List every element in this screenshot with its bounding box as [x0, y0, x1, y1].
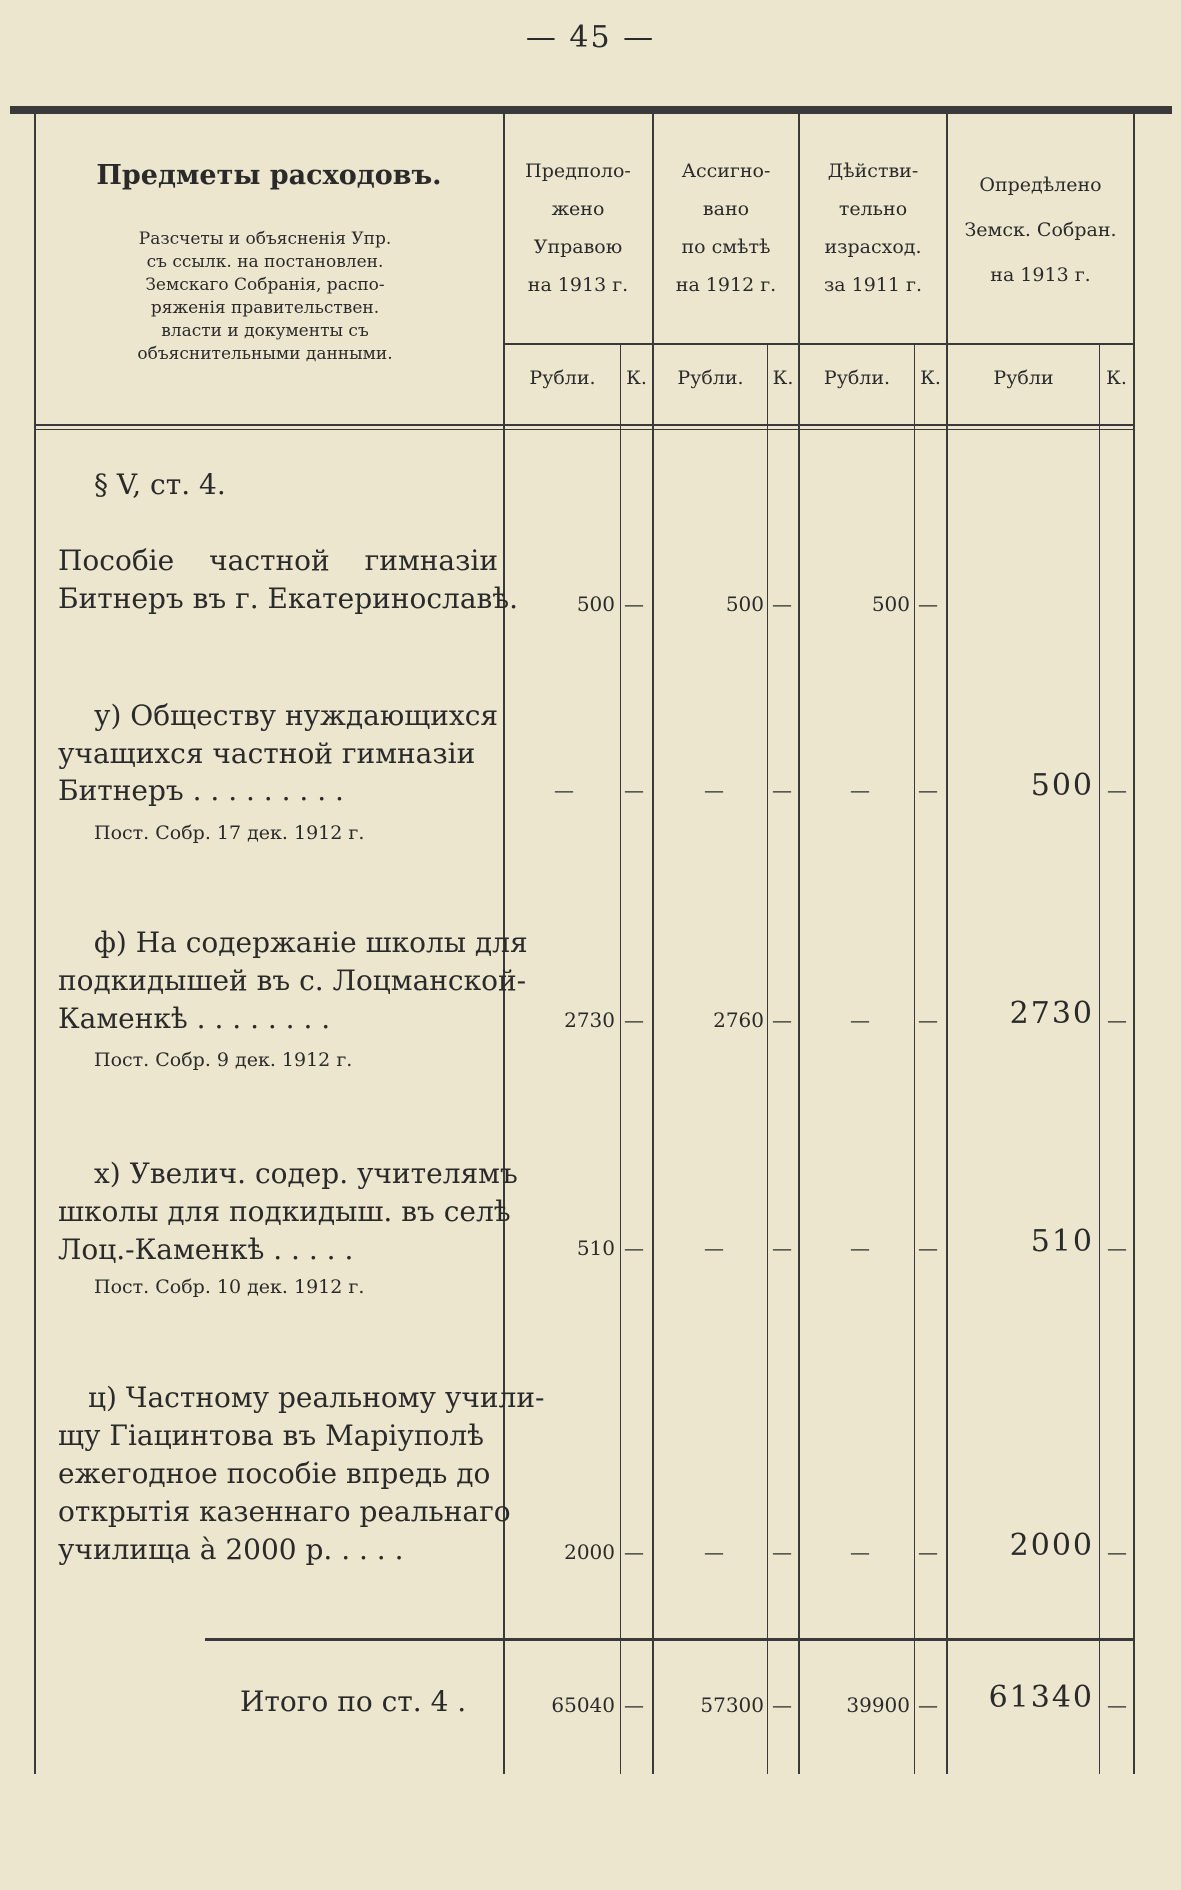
total-assigned: 57300	[700, 1693, 764, 1717]
kop-dash: —	[772, 1236, 792, 1260]
value-proposed: 510	[576, 1236, 615, 1260]
kop-dash: —	[772, 1540, 792, 1564]
section-heading: § V, ст. 4.	[94, 468, 226, 501]
entry-1-line-1: Пособіе частной гимназіи	[58, 544, 498, 577]
entry-3-reference: Пост. Собр. 9 дек. 1912 г.	[94, 1049, 353, 1071]
value-spent: —	[850, 1236, 870, 1260]
kop-dash: —	[918, 778, 938, 802]
kop-dash: —	[918, 592, 938, 616]
entry-3-line-2: подкидышей въ с. Лоцманской-	[58, 964, 527, 997]
kop-dash: —	[918, 1008, 938, 1032]
kop-divider-4	[1099, 345, 1100, 1774]
value-determined: 2000	[1009, 1528, 1094, 1563]
total-proposed: 65040	[551, 1693, 615, 1717]
value-proposed: 2000	[564, 1540, 615, 1564]
header-bottom-rule	[34, 424, 1134, 426]
table-top-rule	[10, 106, 1172, 114]
entry-4-line-2: школы для подкидыш. въ селѣ	[58, 1195, 511, 1228]
value-assigned: 500	[725, 592, 764, 616]
kop-dash: —	[1107, 778, 1127, 802]
entry-3-line-1: ф) На содержаніе школы для	[94, 926, 528, 959]
kop-dash: —	[1107, 1540, 1127, 1564]
value-spent: —	[850, 1540, 870, 1564]
kop-dash: —	[1107, 1236, 1127, 1260]
unit-kopecks: К.	[1106, 367, 1127, 389]
entry-3-line-3: Каменкѣ . . . . . . . .	[58, 1002, 331, 1035]
right-border	[1133, 114, 1135, 1774]
kop-dash: —	[624, 778, 644, 802]
entry-4-line-1: х) Увелич. содер. учителямъ	[94, 1157, 518, 1190]
kop-dash: —	[624, 1008, 644, 1032]
entry-5-line-3: ежегодное пособіе впредь до	[58, 1457, 491, 1490]
value-proposed: 2730	[564, 1008, 615, 1032]
entry-4-reference: Пост. Собр. 10 дек. 1912 г.	[94, 1276, 365, 1298]
entry-2-line-2: учащихся частной гимназіи	[58, 737, 476, 770]
unit-rubles: Рубли.	[529, 367, 596, 389]
kop-dash: —	[772, 1008, 792, 1032]
kop-dash: —	[624, 1236, 644, 1260]
total-rule	[205, 1638, 1135, 1641]
value-assigned: —	[704, 1236, 724, 1260]
kop-dash: —	[624, 1693, 644, 1717]
kop-dash: —	[624, 592, 644, 616]
entry-2-line-3: Битнеръ . . . . . . . . .	[58, 774, 344, 807]
value-assigned: —	[704, 1540, 724, 1564]
unit-rubles: Рубли.	[677, 367, 744, 389]
entry-5-line-1: ц) Частному реальному учили-	[88, 1381, 545, 1414]
entry-5-line-2: щу Гіацинтова въ Маріуполѣ	[58, 1419, 485, 1452]
unit-rubles: Рубли.	[823, 367, 891, 389]
kop-dash: —	[772, 592, 792, 616]
column-header-proposed: Предполо- жено Управою на 1913 г.	[525, 160, 631, 296]
value-determined: 500	[1030, 768, 1094, 803]
kop-dash: —	[918, 1693, 938, 1717]
kop-dash: —	[1107, 1008, 1127, 1032]
value-proposed: —	[554, 778, 574, 802]
page-number: — 45 —	[525, 20, 656, 55]
column-header-assigned: Ассигно- вано по смѣтѣ на 1912 г.	[675, 160, 777, 296]
value-determined: 2730	[1009, 996, 1094, 1031]
entry-5-line-5: училища à 2000 р. . . . .	[58, 1533, 404, 1566]
kop-dash: —	[918, 1236, 938, 1260]
entry-2-line-1: у) Обществу нуждающихся	[94, 699, 499, 732]
total-spent: 39900	[846, 1693, 910, 1717]
col-divider-3	[798, 114, 800, 1774]
total-determined: 61340	[988, 1680, 1094, 1715]
left-border	[34, 114, 36, 1774]
unit-kopecks: К.	[626, 367, 647, 389]
value-proposed: 500	[576, 592, 615, 616]
expenses-title: Предметы расходовъ.	[96, 160, 442, 191]
unit-rubles: Рубли	[993, 367, 1054, 389]
entry-4-line-3: Лоц.-Каменкѣ . . . . .	[58, 1233, 354, 1266]
value-determined: 510	[1030, 1224, 1094, 1259]
unit-row-rule	[505, 343, 1133, 345]
entry-2-reference: Пост. Собр. 17 дек. 1912 г.	[94, 822, 365, 844]
header-subtitle: Разсчеты и объясненія Упр. съ ссылк. на постановлен. Земскаго Собранія, распо- ряженія правительствен. власти и документы съ объяснительными данными.	[137, 229, 393, 364]
kop-dash: —	[772, 778, 792, 802]
entry-1-line-2: Битнеръ въ г. Екатеринославѣ.	[58, 582, 519, 615]
entry-5-line-4: открытія казеннаго реальнаго	[58, 1495, 511, 1528]
unit-kopecks: К.	[920, 367, 941, 389]
unit-kopecks: К.	[772, 367, 794, 389]
col-divider-2	[652, 114, 654, 1774]
header-bottom-rule-2	[34, 429, 1134, 430]
value-assigned: —	[704, 778, 724, 802]
kop-dash: —	[1107, 1693, 1127, 1717]
total-label: Итого по ст. 4 .	[240, 1685, 467, 1718]
value-spent: —	[850, 778, 870, 802]
kop-dash: —	[772, 1693, 792, 1717]
column-header-determined: Опредѣлено Земск. Собран. на 1913 г.	[964, 174, 1117, 286]
col-divider-4	[946, 114, 948, 1774]
value-spent: —	[850, 1008, 870, 1032]
column-header-spent: Дѣйстви- тельно израсход. за 1911 г.	[823, 160, 923, 296]
kop-dash: —	[624, 1540, 644, 1564]
value-assigned: 2760	[713, 1008, 764, 1032]
kop-dash: —	[918, 1540, 938, 1564]
value-spent: 500	[871, 592, 910, 616]
